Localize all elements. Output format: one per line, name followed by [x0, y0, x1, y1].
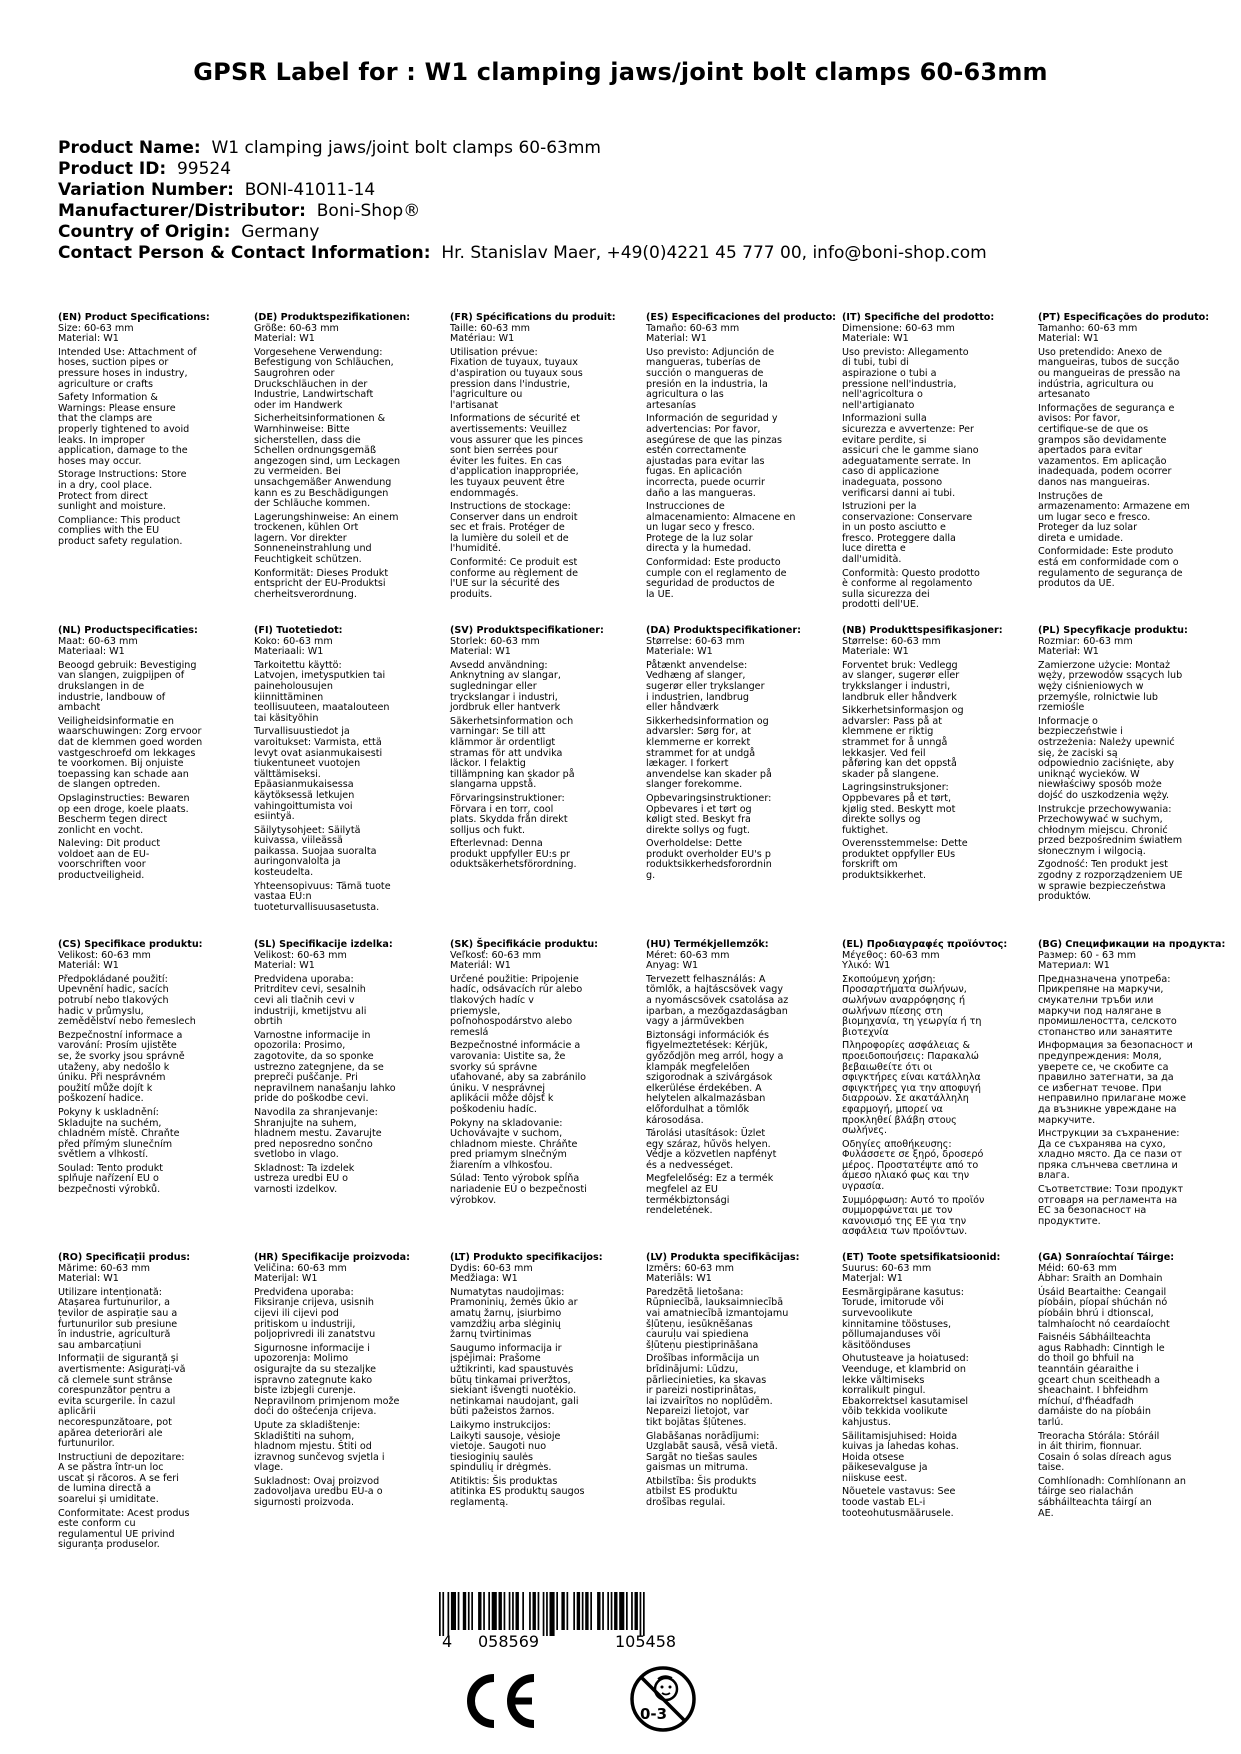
spec-paragraph: Comhlíonadh: Comhlíonann an táirge seo rialachán sábháilteachta táirgí an AE.	[1038, 1475, 1186, 1519]
spec-paragraph: Predviđena uporaba: Fiksiranje crijeva, usisnih cijevi ili cijevi pod pritiskom u industriji, poljoprivredi ili zanatstvu	[254, 1286, 376, 1341]
spec-heading: (SK) Špecifikácie produktu:	[450, 939, 599, 950]
spec-paragraph: Nõuetele vastavus: See toode vastab EL-i tooteohutusmäärusele.	[842, 1486, 956, 1519]
spec-block	[1038, 626, 1228, 906]
spec-paragraph: Storage Instructions: Store in a dry, cool place. Protect from direct sunlight and moisture.	[58, 469, 187, 513]
barcode-bar	[577, 1592, 580, 1630]
spec-paragraph: Σκοπούμενη χρήση: Προσαρτήματα σωλήνων, σωλήνων αναρρόφησης ή σωλήνων πίεσης στη βιομηχανία, τη γεωργία ή τη βιοτεχνία	[842, 973, 982, 1038]
info-value: Germany	[241, 222, 320, 242]
spec-paragraph: Sikkerhetsinformasjon og advarsler: Pass på at klemmene er riktig strammet for å unngå lekkasjer. Ved feil påføring kan det oppstå skader på slangene.	[842, 705, 964, 780]
spec-block	[450, 626, 640, 874]
spec-paragraph: Medžiaga: W1	[450, 1273, 518, 1285]
spec-paragraph: Upute za skladištenje: Skladištiti na suhom, hladnom mjestu. Štiti od izravnog sunčevog svjetla i vlage.	[254, 1419, 385, 1474]
spec-paragraph: Größe: 60-63 mm	[254, 322, 339, 334]
spec-paragraph: Informazioni sulla sicurezza e avvertenze: Per evitare perdite, si assicuri che le gamme siano adeguatamente serrate. In caso di applicazione inadeguata, possono verificarsi danni ai tubi.	[842, 413, 979, 499]
spec-paragraph: Faisnéis Sábháilteachta agus Rabhadh: Cinntigh le do thoil go bhfuil na teanntáin géaraithe i gceart chun sceitheadh a sheachaint. I bhfeidhm míchuí, d'fhéadfadh damáiste do na píobáin tarlú.	[1038, 1332, 1165, 1428]
spec-block	[646, 940, 836, 1220]
spec-paragraph: Størrelse: 60-63 mm	[842, 635, 941, 647]
spec-paragraph: Compliance: This product complies with the EU product safety regulation.	[58, 514, 183, 547]
spec-paragraph: Velikost: 60-63 mm	[254, 949, 347, 961]
spec-block	[842, 940, 1032, 1241]
barcode-bar	[504, 1592, 506, 1630]
spec-paragraph: Размер: 60 - 63 mm	[1038, 949, 1136, 961]
spec-paragraph: Koko: 60-63 mm	[254, 635, 333, 647]
age-warning-label: 0-3	[640, 1705, 668, 1723]
info-label: Contact Person & Contact Information:	[58, 243, 431, 263]
spec-block	[450, 1253, 640, 1512]
spec-block	[254, 626, 444, 916]
barcode-bar	[478, 1592, 481, 1630]
spec-paragraph: Opbevaringsinstruktioner: Opbevares i et tørt og køligt sted. Beskyt fra direkte sollys og fugt.	[646, 792, 772, 836]
barcode-bar	[643, 1592, 645, 1636]
age-warning-icon	[628, 1664, 698, 1734]
spec-paragraph: Velikost: 60-63 mm	[58, 949, 151, 961]
info-manufacturer	[58, 201, 987, 222]
spec-heading: (SL) Specifikacije izdelka:	[254, 939, 393, 950]
spec-paragraph: Size: 60-63 mm	[58, 322, 134, 334]
barcode-bar	[471, 1592, 473, 1630]
info-value: Hr. Stanislav Maer, +49(0)4221 45 777 00, info@boni-shop.com	[441, 243, 987, 263]
spec-paragraph: Overensstemmelse: Dette produktet oppfyller EUs forskrift om produktsikkerhet.	[842, 838, 968, 882]
spec-paragraph: Materiaali: W1	[254, 646, 324, 658]
barcode-bar	[550, 1592, 555, 1636]
spec-paragraph: Treoracha Stórála: Stóráil in áit thirim, fionnuar. Cosain ó solas díreach agus taise.	[1038, 1430, 1172, 1474]
spec-paragraph: Material: W1	[254, 333, 315, 345]
spec-paragraph: Säkerhetsinformation och varningar: Se till att klämmor är ordentligt stramas för att undvika läckor. I felaktig tillämpning kan skador på slangarna uppstå.	[450, 715, 575, 791]
spec-paragraph: Material: W1	[58, 1273, 119, 1285]
spec-paragraph: Instrukcje przechowywania: Przechowywać w suchym, chłodnym miejscu. Chronić przed bezpośrednim światłem słonecznym i wilgocią.	[1038, 803, 1183, 857]
ce-mark-icon	[456, 1672, 540, 1730]
spec-paragraph: Yhteensopivuus: Tämä tuote vastaa EU:n tuoteturvallisuusasetusta.	[254, 880, 391, 913]
barcode-bar	[611, 1592, 613, 1630]
spec-paragraph: Dydis: 60-63 mm	[450, 1262, 533, 1274]
spec-heading: (IT) Specifiche del prodotto:	[842, 312, 995, 323]
barcode-bar	[561, 1592, 564, 1630]
barcode-bar	[635, 1592, 638, 1630]
barcode-bar	[607, 1592, 609, 1630]
spec-paragraph: Conformité: Ce produit est conforme au règlement de l'UE sur la sécurité des produits.	[450, 557, 578, 600]
barcode-bar	[458, 1592, 460, 1630]
spec-paragraph: Påtænkt anvendelse: Vedhæng af slanger, sugerør eller trykslanger i industrien, landbrug eller håndværk	[646, 659, 765, 714]
spec-paragraph: Informacje o bezpieczeństwie i ostrzeżenia: Należy upewnić się, że zaciski są odpowiednio zaciśnięte, aby uniknąć wycieków. W niewłaściwy sposób może dojść do uszkodzenia węży.	[1038, 715, 1175, 801]
spec-paragraph: Súlad: Tento výrobok spĺňa nariadenie EÚ o bezpečnosti výrobkov.	[450, 1173, 587, 1206]
barcode-bar	[451, 1592, 456, 1630]
barcode-bar	[439, 1592, 441, 1636]
spec-paragraph: Veľkosť: 60-63 mm	[450, 949, 542, 961]
spec-paragraph: Instructions de stockage: Conserver dans un endroit sec et frais. Protéger de la lumière du soleil et de l'humidité.	[450, 501, 578, 555]
spec-paragraph: Materiale: W1	[646, 646, 713, 658]
spec-block	[58, 626, 248, 885]
spec-block	[58, 940, 248, 1199]
spec-paragraph: Bezpečnostné informácie a varovania: Uistite sa, že svorky sú správne uťahované, aby sa zabránilo úniku. V nesprávnej aplikácii môže dôjsť k poškodeniu hadíc.	[450, 1040, 587, 1115]
spec-paragraph: Uso previsto: Adjunción de mangueras, tuberías de succión o mangueras de presión en la industria, la agricultura o las artesanías	[646, 346, 775, 411]
spec-paragraph: Sigurnosne informacije i upozorenja: Molimo osigurajte da su stezaljke ispravno zategnute kako biste izbjegli curenje. Nepravilnom primjenom može doći do oštećenja crijeva.	[254, 1342, 400, 1418]
spec-paragraph: Instrucciones de almacenamiento: Almacene en un lugar seco y fresco. Protege de la luz solar directa y la humedad.	[646, 501, 796, 555]
spec-heading: (DE) Produktspezifikationen:	[254, 312, 411, 323]
spec-paragraph: Laikymo instrukcijos: Laikyti sausoje, vėsioje vietoje. Saugoti nuo tiesioginių saulės spindulių ir drėgmės.	[450, 1419, 561, 1474]
spec-heading: (BG) Спецификации на продукта:	[1038, 939, 1226, 950]
spec-paragraph: Eesmärgipärane kasutus: Torude, imitorude või survevoolikute kinnitamine tööstuses, põllumajanduses või käsitöönduses	[842, 1286, 964, 1351]
spec-heading: (ET) Toote spetsifikatsioonid:	[842, 1252, 1001, 1263]
spec-paragraph: Instruções de armazenamento: Armazene em um lugar seco e fresco. Proteger da luz solar direta e umidade.	[1038, 490, 1190, 544]
spec-paragraph: Turvallisuustiedot ja varoitukset: Varmista, että levyt ovat asianmukaisesti tiukentuneet vuotojen välttämiseksi. Epäasianmukaisessa käytöksessä letkujen vahingoittumista voi esiintyä.	[254, 726, 383, 823]
spec-paragraph: Bezpečnostní informace a varování: Prosím ujistěte se, že svorky jsou správně utaženy, aby nedošlo k úniku. Při nesprávném použití může dojít k poškození hadice.	[58, 1029, 185, 1105]
barcode-bar	[631, 1592, 633, 1630]
spec-paragraph: Lagringsinstruksjoner: Oppbevares på et tørt, kjølig sted. Beskytt mot direkte sollys og fuktighet.	[842, 782, 956, 836]
spec-paragraph: Izmērs: 60-63 mm	[646, 1262, 734, 1274]
barcode-bar	[463, 1592, 466, 1630]
barcode-bar	[602, 1592, 604, 1630]
spec-paragraph: Materiał: W1	[1038, 646, 1099, 658]
barcode-bar	[582, 1592, 584, 1630]
info-contact	[58, 243, 987, 264]
barcode-bar	[492, 1592, 497, 1630]
spec-heading: (HR) Specifikacije proizvoda:	[254, 1252, 410, 1263]
spec-heading: (NL) Productspecificaties:	[58, 625, 198, 636]
product-info	[58, 138, 987, 264]
spec-heading: (DA) Produktspecifikationer:	[646, 625, 801, 636]
spec-paragraph: Säilitamisjuhised: Hoida kuivas ja lahedas kohas. Hoida otsese päikesevalguse ja niiskuse eest.	[842, 1430, 959, 1484]
spec-block	[254, 313, 444, 603]
barcode-bar	[597, 1592, 600, 1630]
spec-paragraph: Maat: 60-63 mm	[58, 635, 138, 647]
info-label: Product Name:	[58, 138, 201, 158]
spec-paragraph: Glabāšanas norādījumi: Uzglabāt sausā, vēsā vietā. Sargāt no tiešas saules gaismas un mitruma.	[646, 1430, 778, 1474]
info-value: 99524	[176, 159, 232, 179]
spec-paragraph: Информация за безопасност и предупреждения: Моля, уверете се, че скобите са правилно затегнати, за да се избегнат течове. При неправилно прилагане може да възникне увреждане на маркучите.	[1038, 1040, 1193, 1126]
spec-paragraph: Megfelelőség: Ez a termék megfelel az EU termékbiztonsági rendeletének.	[646, 1173, 774, 1217]
spec-paragraph: Πληροφορίες ασφάλειας & προειδοποιήσεις: Παρακαλώ βεβαιωθείτε ότι οι σφιγκτήρες είναι κατάλληλα σφιγκτήρες για την αποφυγή διαρροών. Σε ακατάλληλη εφαρμογή, μπορεί να προκληθεί βλάβη στους σωλήνες.	[842, 1040, 981, 1137]
spec-paragraph: Съответствие: Този продукт отговаря на регламента на ЕС за безопасност на продуктите.	[1038, 1184, 1184, 1227]
spec-paragraph: Avsedd användning: Anknytning av slangar, sugledningar eller tryckslangar i industri, jordbruk eller hantverk	[450, 659, 561, 714]
spec-paragraph: Материал: W1	[1038, 960, 1110, 972]
spec-paragraph: Utilizare intenționată: Atașarea furtunurilor, a țevilor de aspirație sau a furtunurilor sub presiune în industrie, agricultură sau ambarcațiuni	[58, 1286, 178, 1351]
spec-paragraph: Atbilstība: Šis produkts atbilst ES produktu drošības regulai.	[646, 1475, 757, 1509]
spec-paragraph: Conformità: Questo prodotto è conforme al regolamento sulla sicurezza dei prodotti dell'UE.	[842, 567, 980, 611]
info-label: Variation Number:	[58, 180, 234, 200]
spec-paragraph: Conformidade: Este produto está em conformidade com o regulamento de segurança de produtos da UE.	[1038, 546, 1183, 590]
spec-paragraph: Méid: 60-63 mm	[1038, 1262, 1117, 1274]
barcode-lead-digit: 4	[442, 1632, 453, 1651]
spec-paragraph: Materiál: W1	[58, 960, 119, 972]
spec-paragraph: Materiale: W1	[842, 646, 909, 658]
spec-paragraph: Soulad: Tento produkt splňuje nařízení EU o bezpečnosti výrobků.	[58, 1162, 164, 1196]
spec-paragraph: Efterlevnad: Denna produkt uppfyller EU:s pr oduktsäkerhetsförordning.	[450, 838, 577, 871]
spec-paragraph: Sikkerhedsinformation og advarsler: Sørg for, at klemmerne er korrekt strammet for at undgå lækager. I forkert anvendelse kan skader på slanger forekomme.	[646, 715, 772, 791]
spec-heading: (ES) Especificaciones del producto:	[646, 312, 837, 323]
barcode-bar	[483, 1592, 485, 1630]
spec-paragraph: Informações de segurança e avisos: Por favor, certifique-se de que os grampos são devidamente apertados para evitar vazamentos. Em aplicação inadequada, podem ocorrer danos nas mangueiras.	[1038, 402, 1175, 488]
spec-paragraph: Overholdelse: Dette produkt overholder EU's p roduktsikkerhedsforordnin g.	[646, 838, 772, 882]
spec-paragraph: Material: W1	[58, 333, 119, 345]
spec-paragraph: Saugumo informacija ir įspėjimai: Prašome užtikrinti, kad spaustuvės būtų tinkamai priveržtos, siekiant išvengti nuotėkio. netinkamai naudojant, gali būti pažeistos žarnos.	[450, 1342, 579, 1418]
info-value: W1 clamping jaws/joint bolt clamps 60-63mm	[211, 138, 601, 158]
info-label: Country of Origin:	[58, 222, 231, 242]
spec-paragraph: Μέγεθος: 60-63 mm	[842, 949, 940, 961]
spec-paragraph: Taille: 60-63 mm	[450, 322, 530, 334]
spec-paragraph: Tárolási utasítások: Üzlet egy száraz, hűvös helyen. Védje a közvetlen napfényt és a nedvességet.	[646, 1128, 777, 1171]
spec-heading: (LV) Produkta specifikācijas:	[646, 1252, 800, 1263]
spec-heading: (RO) Specificații produs:	[58, 1252, 191, 1263]
barcode-bar	[614, 1592, 617, 1630]
barcode-right-digits: 105458	[615, 1632, 677, 1651]
spec-block	[450, 940, 640, 1209]
spec-paragraph: Rozmiar: 60-63 mm	[1038, 635, 1133, 647]
spec-paragraph: Størrelse: 60-63 mm	[646, 635, 745, 647]
spec-paragraph: Conformidad: Este producto cumple con el reglamento de seguridad de productos de la UE.	[646, 557, 787, 600]
spec-paragraph: Ohutusteave ja hoiatused: Veenduge, et klambrid on lekke vältimiseks korralikult pingul. Ebakorrektsel kasutamisel võib tekkida voolikute kahjustus.	[842, 1353, 969, 1428]
spec-paragraph: Safety Information & Warnings: Please ensure that the clamps are properly tightened to avoid leaks. In improper application, damage to the hoses may occur.	[58, 392, 190, 467]
spec-paragraph: Materiāls: W1	[646, 1273, 712, 1285]
spec-paragraph: Materiaal: W1	[58, 646, 125, 658]
spec-block	[450, 313, 640, 603]
spec-paragraph: Material: W1	[254, 960, 315, 972]
barcode	[437, 1592, 747, 1636]
barcode-bar	[468, 1592, 470, 1630]
spec-paragraph: Vorgesehene Verwendung: Befestigung von Schläuchen, Saugrohren oder Druckschläuchen in der Industrie, Landwirtschaft oder im Handwerk	[254, 346, 394, 411]
barcode-bar	[590, 1592, 592, 1630]
spec-paragraph: Conformitate: Acest produs este conform cu regulamentul UE privind siguranța produselor.	[58, 1507, 190, 1551]
barcode-bar	[538, 1592, 540, 1630]
info-label: Product ID:	[58, 159, 167, 179]
info-country-of-origin	[58, 222, 987, 243]
spec-paragraph: Material: W1	[646, 333, 707, 345]
spec-paragraph: Matériau: W1	[450, 333, 515, 345]
spec-paragraph: Méret: 60-63 mm	[646, 949, 730, 961]
spec-paragraph: Mărime: 60-63 mm	[58, 1262, 150, 1274]
barcode-bar	[546, 1592, 548, 1636]
spec-paragraph: Suurus: 60-63 mm	[842, 1262, 932, 1274]
spec-paragraph: Informations de sécurité et avertissements: Veuillez vous assurer que les pinces sont bien serrées pour éviter les fuites. En cas d'application inappropriée, les tuyaux peuvent être endommagés.	[450, 413, 584, 499]
spec-block	[1038, 940, 1228, 1230]
barcode-bar	[640, 1592, 642, 1636]
spec-paragraph: Forventet bruk: Vedlegg av slanger, sugerør eller trykkslanger i industri, landbruk eller håndverk	[842, 659, 960, 703]
spec-paragraph: Förvaringsinstruktioner: Förvara i en torr, cool plats. Skydda från direkt solljus och fukt.	[450, 792, 568, 836]
spec-paragraph: Zgodność: Ten produkt jest zgodny z rozporządzeniem UE w sprawie bezpieczeństwa produktów.	[1038, 859, 1183, 903]
spec-paragraph: Veličina: 60-63 mm	[254, 1262, 347, 1274]
spec-paragraph: Drošības informācija un brīdinājumi: Lūdzu, pārliecinieties, ka skavas ir pareizi nostiprinātas, lai izvairītos no noplūdēm. Nepareizi lietojot, var tikt bojātas šļūtenes.	[646, 1353, 773, 1428]
spec-paragraph: Tamanho: 60-63 mm	[1038, 322, 1138, 334]
spec-block	[646, 1253, 836, 1512]
spec-block	[646, 313, 836, 603]
spec-paragraph: Sicherheitsinformationen & Warnhinweise: Bitte sicherstellen, dass die Schellen ordnungsgemäß angezogen sind, um Leckagen zu vermeiden. Bei unsachgemäßer Anwendung kann es zu Beschädigungen der Schläuche kommen.	[254, 413, 401, 510]
barcode-bar	[442, 1592, 444, 1636]
spec-block	[646, 626, 836, 885]
spec-paragraph: Materiál: W1	[450, 960, 511, 972]
spec-block	[842, 626, 1032, 885]
spec-paragraph: Opslaginstructies: Bewaren op een droge, koele plaats. Bescherm tegen direct zonlicht en vocht.	[58, 792, 190, 836]
spec-heading: (CS) Specifikace produktu:	[58, 939, 203, 950]
spec-block	[842, 1253, 1032, 1522]
spec-heading: (PT) Especificações do produto:	[1038, 312, 1210, 323]
spec-paragraph: Información de seguridad y advertencias: Por favor, asegúrese de que las pinzas estén correctamente ajustadas para evitar las fugas. En aplicación incorrecta, puede ocurrir daño a las mangueras.	[646, 413, 783, 499]
barcode-bar	[626, 1592, 628, 1630]
spec-paragraph: Naleving: Dit product voldoet aan de EU- voorschriften voor productveiligheid.	[58, 838, 161, 882]
spec-paragraph: Material: W1	[450, 646, 511, 658]
barcode-bar	[619, 1592, 624, 1630]
barcode-bar	[516, 1592, 519, 1630]
spec-paragraph: Dimensione: 60-63 mm	[842, 322, 955, 334]
spec-paragraph: Intended Use: Attachment of hoses, suction pipes or pressure hoses in industry, agriculture or crafts	[58, 346, 197, 390]
spec-paragraph: Tamaño: 60-63 mm	[646, 322, 740, 334]
barcode-bar	[543, 1592, 545, 1636]
spec-paragraph: Veiligheidsinformatie en waarschuwingen: Zorg ervoor dat de klemmen goed worden vastgeschroefd om lekkages te voorkomen. Bij onjuiste toepassing kan schade aan de slangen optreden.	[58, 715, 203, 791]
spec-paragraph: Συμμόρφωση: Αυτό το προϊόν συμμορφώνεται με τον κανονισμό της ΕΕ για την ασφάλεια των προϊόντων.	[842, 1194, 985, 1238]
spec-paragraph: Utilisation prévue: Fixation de tuyaux, tuyaux d'aspiration ou tuyaux sous pression dans l'industrie, l'agriculture ou l'artisanat	[450, 346, 583, 411]
spec-paragraph: Υλικό: W1	[842, 960, 891, 972]
barcode-bar	[567, 1592, 569, 1630]
info-product-name	[58, 138, 987, 159]
barcode-bar	[512, 1592, 514, 1630]
spec-heading: (FI) Tuotetiedot:	[254, 625, 343, 636]
spec-paragraph: Οδηγίες αποθήκευσης: Φυλάσσετε σε ξηρό, δροσερό μέρος. Προστατέψτε από το άμεσο ηλιακό φως και την υγρασία.	[842, 1138, 984, 1193]
spec-block	[1038, 1253, 1228, 1522]
spec-paragraph: Materijal: W1	[254, 1273, 318, 1285]
info-value: Boni-Shop®	[316, 201, 421, 221]
spec-paragraph: Určené použitie: Pripojenie hadíc, odsávacích rúr alebo tlakových hadíc v priemysle, poľnohospodárstvo alebo remeslá	[450, 973, 583, 1038]
spec-paragraph: Pokyny k uskladnění: Skladujte na suchém, chladném místě. Chraňte před přímým slunečním světlem a vlhkostí.	[58, 1106, 180, 1161]
barcode-bar	[499, 1592, 502, 1630]
barcode-bar	[533, 1592, 536, 1630]
info-product-id	[58, 159, 987, 180]
spec-paragraph: Инструкции за съхранение: Да се съхранява на сухо, хладно място. Да се пази от пряка слънчева светлина и влага.	[1038, 1128, 1182, 1182]
spec-paragraph: Lagerungshinweise: An einem trockenen, kühlen Ort lagern. Vor direkter Sonneneinstrahlung und Feuchtigkeit schützen.	[254, 511, 399, 566]
spec-block	[254, 1253, 444, 1512]
spec-paragraph: Materjal: W1	[842, 1273, 903, 1285]
spec-paragraph: Instrucțiuni de depozitare: A se păstra într-un loc uscat și răcoros. A se feri de lumina directă a soarelui și umiditate.	[58, 1451, 185, 1506]
spec-block	[58, 1253, 248, 1554]
spec-paragraph: Beoogd gebruik: Bevestiging van slangen, zuigpijpen of drukslangen in de industrie, landbouw of ambacht	[58, 659, 197, 714]
spec-block	[58, 313, 248, 550]
spec-heading: (EL) Προδιαγραφές προϊόντος:	[842, 939, 1008, 950]
spec-block	[254, 940, 444, 1199]
page-title: GPSR Label for : W1 clamping jaws/joint bolt clamps 60-63mm	[193, 58, 1048, 86]
barcode-bar	[448, 1592, 450, 1636]
spec-paragraph: Materiale: W1	[842, 333, 909, 345]
spec-paragraph: Úsáid Beartaithe: Ceangail píobáin, píopaí shúchán nó píobáin bhrú i dtionscal, talmhaíocht nó ceardaíocht	[1038, 1286, 1170, 1330]
barcode-left-digits: 058569	[478, 1632, 540, 1651]
spec-paragraph: Säilytysohjeet: Säilytä kuivassa, viileässä paikassa. Suojaa suoralta auringonvalolta ja kosteudelta.	[254, 824, 377, 879]
spec-paragraph: Tervezett felhasználás: A tömlők, a hajtáscsövek vagy a nyomáscsövek csatolása az iparban, a mezőgazdaságban vagy a járművekben	[646, 973, 789, 1028]
info-variation-number	[58, 180, 987, 201]
spec-block	[842, 313, 1032, 614]
spec-paragraph: Tarkoitettu käyttö: Latvojen, imetysputkien tai paineholousujen kiinnittäminen teollisuuteen, maatalouteen tai käsityöhin	[254, 659, 390, 724]
barcode-bar	[529, 1592, 531, 1630]
spec-paragraph: Zamierzone użycie: Montaż węży, przewodów ssących lub węży ciśnieniowych w przemyśle, rolnictwie lub rzemiośle	[1038, 659, 1183, 714]
spec-paragraph: Pokyny na skladovanie: Uchovávajte v suchom, chladnom mieste. Chráňte pred priamym slnečným žiarením a vlhkosťou.	[450, 1117, 578, 1171]
spec-block	[1038, 313, 1228, 593]
spec-paragraph: Uso previsto: Allegamento di tubi, tubi di aspirazione o tubi a pressione nell'industria, nell'agricoltura o nell'artigianato	[842, 346, 969, 411]
spec-heading: (HU) Termékjellemzők:	[646, 939, 769, 950]
spec-paragraph: Anyag: W1	[646, 960, 699, 972]
spec-paragraph: Předpokládané použití: Upevnění hadic, sacích potrubí nebo tlakových hadic v průmyslu, zemědělství nebo řemeslech	[58, 973, 196, 1028]
spec-paragraph: Material: W1	[1038, 333, 1099, 345]
barcode-bar	[585, 1592, 588, 1630]
spec-paragraph: Skladnost: Ta izdelek ustreza uredbi EU o varnosti izdelkov.	[254, 1162, 355, 1196]
spec-paragraph: Storlek: 60-63 mm	[450, 635, 540, 647]
spec-paragraph: Varnostne informacije in opozorila: Prosimo, zagotovite, da so sponke ustrezno zategnjene, da se prepreči puščanje. Pri nepravilnem nanašanju lahko pride do poškodbe cevi.	[254, 1029, 396, 1105]
spec-paragraph: Ábhar: Sraith an Domhain	[1038, 1273, 1163, 1285]
spec-heading: (NB) Produkttspesifikasjoner:	[842, 625, 1003, 636]
spec-paragraph: Paredzētā lietošana: Rūpniecībā, lauksaimniecībā vai amatniecībā izmantojamu šļūteņu, iesūknēšanas cauruļu vai spiediena šļūteņu piestiprināšana	[646, 1286, 789, 1351]
spec-paragraph: Предназначена употреба: Прикрепяне на маркучи, смукателни тръби или маркучи под налягане в промишлеността, селското стопанство или занаятите	[1038, 973, 1177, 1038]
spec-heading: (EN) Product Specifications:	[58, 312, 210, 323]
spec-heading: (GA) Sonraíochtaí Táirge:	[1038, 1252, 1175, 1263]
spec-heading: (LT) Produkto specifikacijos:	[450, 1252, 603, 1263]
barcode-bar	[573, 1592, 575, 1630]
spec-heading: (SV) Produktspecifikationer:	[450, 625, 604, 636]
info-label: Manufacturer/Distributor:	[58, 201, 306, 221]
spec-paragraph: Informații de siguranță și avertismente: Asigurați-vă că clemele sunt strânse corespunzător pentru a evita scurgerile. În cazul aplicării necorespunzătoare, pot apărea deteriorări ale furtunurilor.	[58, 1353, 186, 1450]
barcode-bar	[522, 1592, 524, 1630]
info-value: BONI-41011-14	[244, 180, 376, 200]
spec-paragraph: Numatytas naudojimas: Pramoninių, žemės ūkio ar amatų žarnų, įsiurbimo vamzdžių arba slėginių žarnų tvirtinimas	[450, 1286, 578, 1341]
spec-paragraph: Konformität: Dieses Produkt entspricht der EU-Produktsi cherheitsverordnung.	[254, 567, 389, 600]
spec-paragraph: Sukladnost: Ovaj proizvod zadovoljava uredbu EU-a o sigurnosti proizvoda.	[254, 1475, 383, 1509]
spec-paragraph: Istruzioni per la conservazione: Conservare in un posto asciutto e fresco. Proteggere dalla luce diretta e dall'umidità.	[842, 501, 973, 566]
barcode-bar	[509, 1592, 511, 1630]
spec-paragraph: Biztonsági információk és figyelmeztetések: Kérjük, győződjön meg arról, hogy a klampák megfelelően szigorodnak a szivárgások elkerülése érdekében. A helytelen alkalmazásban előfordulhat a tömlők károsodása.	[646, 1029, 784, 1126]
spec-paragraph: Predvidena uporaba: Pritrditev cevi, sesalnih cevi ali tlačnih cevi v industriji, kmetijstvu ali obrtih	[254, 973, 367, 1028]
spec-paragraph: Navodila za shranjevanje: Shranjujte na suhem, hladnem mestu. Zavarujte pred neposredno sončno svetlobo in vlago.	[254, 1106, 382, 1161]
barcode-bar	[556, 1592, 558, 1630]
spec-heading: (PL) Specyfikacje produktu:	[1038, 625, 1188, 636]
barcode-bar	[488, 1592, 490, 1630]
spec-paragraph: Atitiktis: Šis produktas atitinka ES produktų saugos reglamentą.	[450, 1475, 585, 1509]
spec-heading: (FR) Spécifications du produit:	[450, 312, 616, 323]
spec-paragraph: Uso pretendido: Anexo de mangueiras, tubos de sucção ou mangueiras de pressão na indústria, agricultura ou artesanato	[1038, 346, 1181, 401]
